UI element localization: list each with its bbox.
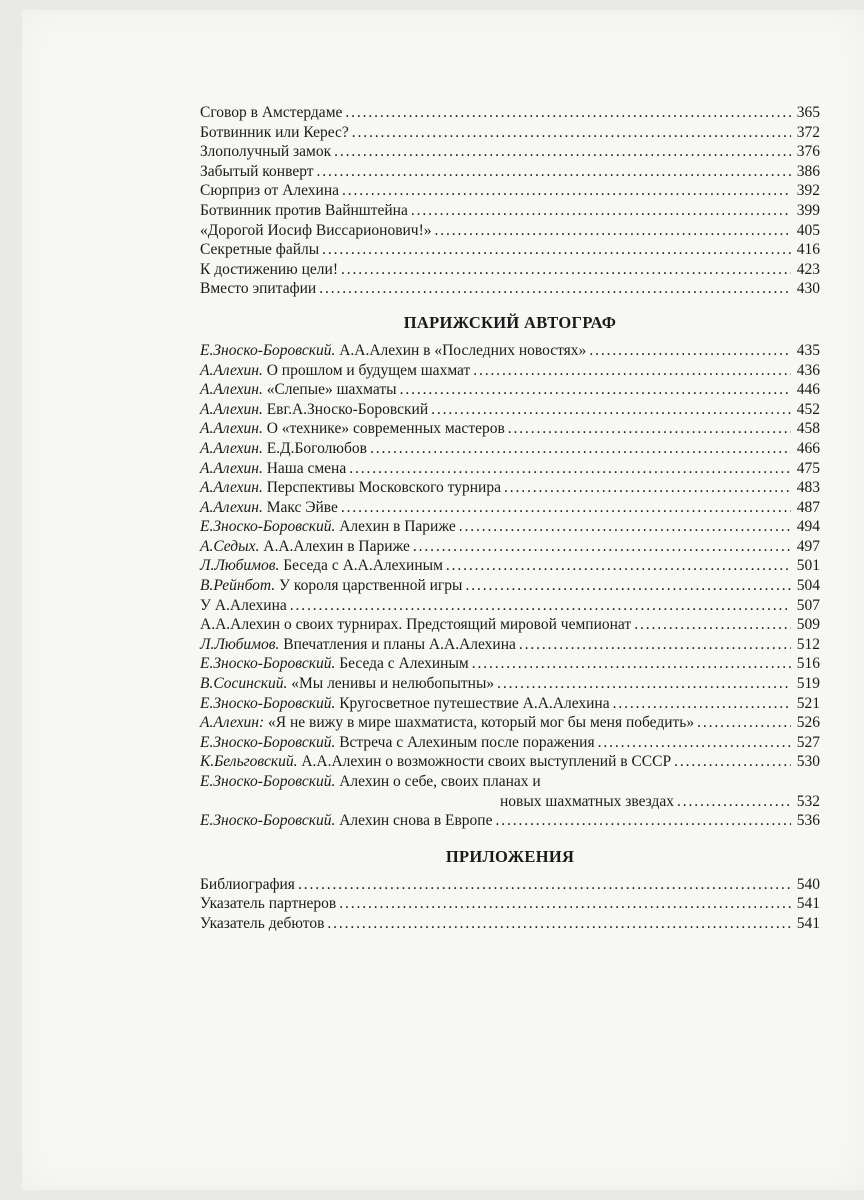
toc-entry [200,914,820,934]
leader-dots [341,498,791,518]
toc-entry [200,221,820,241]
toc-entry-title-line1: Алехин о себе, своих планах и [339,773,541,790]
toc-entry-title [200,400,428,420]
toc-entry [200,361,820,381]
toc-entry [200,459,820,479]
toc-entry [200,123,820,143]
leader-dots [345,103,791,123]
toc-entry-title [200,537,410,557]
toc-entry-title [200,556,443,576]
toc-entry-title [200,459,346,479]
toc-entry-author: А.Алехин. [200,498,263,516]
leader-dots [473,361,791,381]
toc-entry-title-text: Злополучный замок [200,143,332,161]
table-of-contents [200,103,820,934]
toc-entry-title-text: Алехин в Париже [339,518,456,536]
toc-entry-title-text: Кругосветное путешествие А.А.Алехина [339,694,610,712]
toc-entry [200,635,820,655]
toc-entry-author: К.Бельговский. [200,753,298,771]
toc-entry-title-text: У А.Алехина [200,596,287,614]
toc-entry-title-text: Встреча с Алехиным после поражения [339,733,595,751]
toc-entry-title [200,478,501,498]
toc-entry-author: А.Алехин. [200,459,263,477]
leader-dots [327,914,791,934]
toc-entry-title-text: О «технике» современных мастеров [266,420,505,438]
leader-dots [319,279,791,299]
toc-entry-title [200,654,469,674]
toc-entry-title [200,733,595,753]
toc-entry [200,576,820,596]
toc-entry-page: 372 [796,123,820,141]
section-heading-parisian-autograph: ПАРИЖСКИЙ АВТОГРАФ [403,312,617,332]
toc-entry-page: 416 [796,241,820,259]
leader-dots [613,694,791,714]
toc-entry-page: 446 [796,381,820,399]
toc-entry [200,439,820,459]
toc-entry-title [200,181,339,201]
toc-entry-title-text: Е.Д.Боголюбов [266,439,367,457]
leader-dots [339,894,791,914]
leader-dots [413,537,791,557]
toc-entry-page: 466 [796,439,820,457]
toc-entry-author: Л.Любимов. [200,557,280,575]
toc-entry-page: 527 [796,733,820,751]
section-heading-appendices: ПРИЛОЖЕНИЯ [445,846,575,866]
toc-entry-author: Е.Зноско-Боровский. [200,812,336,830]
toc-entry-title-text: Указатель дебютов [200,914,325,932]
toc-entry-title-text: Забытый конверт [200,162,314,180]
toc-entry [200,615,820,635]
leader-dots [497,674,791,694]
toc-entry-title-text: Наша смена [266,459,347,477]
toc-entry-title-text: К достижению цели! [200,260,338,278]
toc-entry-author: А.Алехин. [200,479,263,497]
toc-entry-title-text: Беседа с Алехиным [339,655,469,673]
toc-entry-page: 512 [796,635,820,653]
leader-dots [697,713,791,733]
toc-entry-page: 392 [796,182,820,200]
toc-entry-title [200,103,342,123]
toc-entry-page: 540 [796,875,820,893]
leader-dots [459,517,791,537]
toc-entry-author: Е.Зноско-Боровский. [200,733,336,751]
toc-entry [200,279,820,299]
leader-dots [435,221,791,241]
toc-entry-page: 487 [796,498,820,516]
toc-entry [200,260,820,280]
toc-entry-title [200,596,287,616]
toc-entry-title-text: Алехин снова в Европе [339,812,493,830]
toc-entry [200,341,820,361]
toc-entry-title-text: Евг.А.Зноско-Боровский [266,400,429,418]
toc-entry-page: 504 [796,577,820,595]
toc-entry-title-text: О прошлом и будущем шахмат [266,361,471,379]
toc-entry-title [200,380,397,400]
leader-dots [496,811,792,831]
toc-entry [200,419,820,439]
toc-entry-title [200,201,408,221]
toc-entry-author: А.Седых. [200,537,260,555]
toc-section-3 [200,875,820,934]
toc-entry-title [200,498,338,518]
toc-entry-page: 526 [796,714,820,732]
toc-entry-page: 435 [796,341,820,359]
toc-entry-title [200,635,516,655]
toc-entry-page: 532 [796,792,820,810]
toc-entry-page: 436 [796,361,820,379]
toc-entry-author: Е.Зноско-Боровский. [200,341,336,359]
toc-entry-title [200,875,295,895]
toc-entry-title-line2: новых шахматных звездах [500,792,675,810]
toc-entry-author: А.Алехин: [200,714,265,732]
toc-entry-title-text: Библиография [200,875,295,893]
toc-entry-page: 509 [796,616,820,634]
toc-entry-title [200,279,316,299]
toc-entry-page: 365 [796,104,820,121]
toc-entry [200,733,820,753]
toc-entry-author: Е.Зноско-Боровский. [200,773,336,790]
toc-entry-page: 530 [796,753,820,771]
toc-entry [200,654,820,674]
toc-entry-page: 494 [796,518,820,536]
toc-entry [200,380,820,400]
toc-entry [200,181,820,201]
leader-dots [508,419,791,439]
toc-entry [200,517,820,537]
toc-entry-continuation [200,792,820,812]
toc-entry [200,201,820,221]
toc-entry-author: А.Алехин. [200,420,263,438]
leader-dots [465,576,791,596]
toc-entry [200,713,820,733]
toc-entry [200,894,820,914]
leader-dots [446,556,791,576]
leader-dots [400,380,791,400]
toc-entry-title-text: А.А.Алехин в Париже [263,537,410,555]
toc-entry [200,875,820,895]
toc-entry-title [200,615,631,635]
toc-entry [200,400,820,420]
toc-entry-page: 423 [796,260,820,278]
toc-entry-title-text: Перспективы Московского турнира [266,479,501,497]
toc-entry-page: 507 [796,596,820,614]
toc-entry [200,596,820,616]
leader-dots [472,654,791,674]
toc-entry [200,537,820,557]
toc-entry [200,240,820,260]
toc-entry [200,674,820,694]
toc-section-2 [200,341,820,772]
leader-dots [674,752,791,772]
toc-entry-title [200,240,319,260]
leader-dots [431,400,791,420]
toc-entry-page: 541 [796,914,820,932]
toc-entry-author: Е.Зноско-Боровский. [200,518,336,536]
toc-entry-title-text: «Я не вижу в мире шахматиста, который мог бы меня победить» [268,714,695,732]
toc-entry-page: 430 [796,280,820,298]
toc-entry-page: 399 [796,201,820,219]
leader-dots [334,142,791,162]
leader-dots [589,341,791,361]
leader-dots [298,875,791,895]
toc-entry-page: 452 [796,400,820,418]
toc-entry-author: Л.Любимов. [200,635,280,653]
toc-entry-author: А.Алехин. [200,381,263,399]
toc-entry-title [200,914,324,934]
toc-entry [200,478,820,498]
toc-entry-page: 501 [796,557,820,575]
toc-entry-title [200,752,671,772]
toc-entry-page: 521 [796,694,820,712]
toc-entry [200,498,820,518]
toc-entry-page: 483 [796,479,820,497]
leader-dots [411,201,791,221]
toc-entry-title-text: «Мы ленивы и нелюбопытны» [291,675,495,693]
leader-dots [598,733,791,753]
leader-dots [634,615,791,635]
toc-entry-title [200,162,314,182]
toc-entry-author: Е.Зноско-Боровский. [200,694,336,712]
leader-dots [342,181,791,201]
toc-entry [200,752,820,772]
toc-entry-author: Е.Зноско-Боровский. [200,655,336,673]
leader-dots [317,162,791,182]
toc-entry-title [200,772,541,792]
toc-entry [200,142,820,162]
toc-entry-title [200,260,338,280]
toc-entry-title [200,419,505,439]
toc-entry [200,694,820,714]
toc-entry [200,556,820,576]
toc-entry-title-text: Вместо эпитафии [200,280,317,298]
toc-entry-page: 497 [796,537,820,555]
leader-dots [677,792,791,812]
toc-entry [200,772,820,792]
leader-dots [349,459,791,479]
toc-entry-title-text: А.А.Алехин в «Последних новостях» [339,341,587,359]
toc-entry-author: В.Рейнбот. [200,577,276,595]
toc-entry-page: 519 [796,675,820,693]
toc-entry-title [200,576,462,596]
toc-section-1 [200,103,820,299]
toc-entry-title-text: Сюрприз от Алехина [200,182,340,200]
toc-entry-title [200,341,586,361]
leader-dots [519,635,791,655]
toc-entry-title [200,142,331,162]
toc-entry-title [200,517,456,537]
toc-entry-page: 541 [796,895,820,913]
toc-entry-title-text: «Слепые» шахматы [266,381,397,399]
toc-entry-title [200,123,349,143]
toc-entry [200,162,820,182]
toc-entry-page: 475 [796,459,820,477]
leader-dots [290,596,791,616]
toc-entry-page: 376 [796,143,820,161]
toc-entry-title [200,361,470,381]
toc-entry-title-text: Ботвинник против Вайнштейна [200,201,408,219]
toc-entry-title-text: Сговор в Амстердаме [200,104,343,121]
leader-dots [370,439,791,459]
toc-entry-title [200,894,336,914]
toc-entry-title-text: Впечатления и планы А.А.Алехина [283,635,516,653]
toc-entry-author: А.Алехин. [200,400,263,418]
leader-dots [352,123,791,143]
toc-entry-title-text: Указатель партнеров [200,895,337,913]
toc-entry-title-text: Ботвинник или Керес? [200,123,349,141]
toc-entry [200,103,820,123]
toc-entry-title-text: Секретные файлы [200,241,320,259]
toc-entry-author: А.Алехин. [200,439,263,457]
toc-entry-title-text: Макс Эйве [266,498,338,516]
leader-dots [504,478,791,498]
toc-entry-title [200,713,694,733]
toc-entry-page: 458 [796,420,820,438]
toc-entry-title [200,674,494,694]
toc-entry-page: 516 [796,655,820,673]
toc-entry-title-text: «Дорогой Иосиф Виссарионович!» [200,221,432,239]
leader-dots [341,260,791,280]
toc-entry [200,811,820,831]
toc-entry-title [200,811,493,831]
toc-entry-author: В.Сосинский. [200,675,288,693]
toc-entry-author: А.Алехин. [200,361,263,379]
toc-entry-title [200,221,432,241]
toc-entry-title-text: А.А.Алехин о своих турнирах. Предстоящий мировой чемпионат [200,616,632,634]
toc-entry-title [200,694,610,714]
toc-entry-page: 386 [796,162,820,180]
toc-entry-page: 536 [796,812,820,830]
toc-entry-title [200,439,367,459]
toc-entry-title-text: Беседа с А.А.Алехиным [283,557,443,575]
toc-entry-title-text: А.А.Алехин о возможности своих выступлений в СССР [301,753,672,771]
toc-entry-title-text: У короля царственной игры [279,577,463,595]
leader-dots [322,240,791,260]
toc-entry-page: 405 [796,221,820,239]
